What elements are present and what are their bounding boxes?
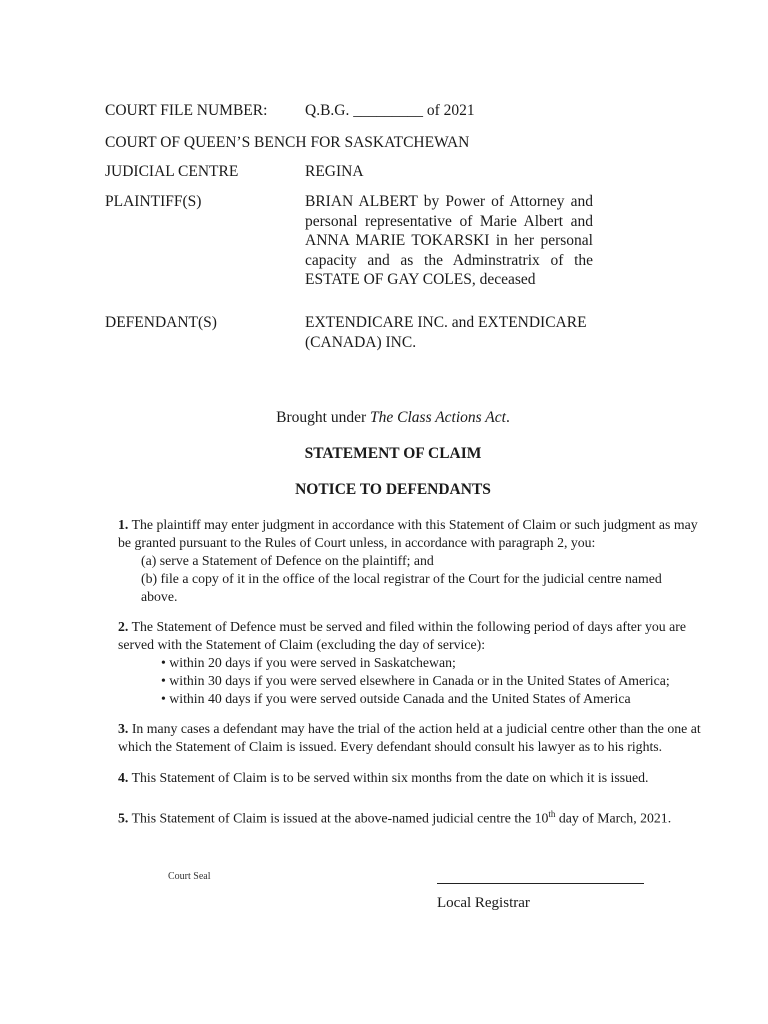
brought-under-prefix: Brought under <box>276 409 371 426</box>
paragraph-1-item-b: (b) file a copy of it in the office of the local registrar of the Court for the judicial centre named above. <box>141 571 662 604</box>
paragraph-2 <box>118 618 698 708</box>
paragraph-number: 5. <box>118 810 129 826</box>
paragraph-number: 1. <box>118 517 129 532</box>
paragraph-1-main <box>118 516 698 552</box>
signature-line <box>437 883 644 884</box>
plaintiffs-label: PLAINTIFF(S) <box>105 193 202 210</box>
paragraph-text-end: day of March, 2021. <box>555 810 672 826</box>
paragraph-2-bullet-3: • within 40 days if you were served outside Canada and the United States of America <box>161 691 631 706</box>
paragraph-number: 3. <box>118 721 129 736</box>
court-name: COURT OF QUEEN’S BENCH FOR SASKATCHEWAN <box>105 134 470 151</box>
paragraph-text: This Statement of Claim is issued at the above-named judicial centre the 10 <box>131 810 549 826</box>
paragraph-text: In many cases a defendant may have the trial of the action held at a judicial centre other than the one at which the Statement of Claim is issued. Every defendant should consult his lawyer as to his rights. <box>118 721 701 754</box>
paragraph-2-bullet-2: • within 30 days if you were served elsewhere in Canada or in the United States of America; <box>161 673 670 688</box>
court-file-number-label: COURT FILE NUMBER: <box>105 102 268 119</box>
paragraph-2-main <box>118 618 698 654</box>
paragraph-1-item-a: (a) serve a Statement of Defence on the plaintiff; and <box>141 553 434 568</box>
defendants-value: EXTENDICARE INC. and EXTENDICARE (CANADA) INC. <box>305 314 587 351</box>
notice-heading: NOTICE TO DEFENDANTS <box>295 481 491 498</box>
paragraph-text: This Statement of Claim is to be served within six months from the date on which it is issued. <box>131 770 649 785</box>
paragraph-text: The plaintiff may enter judgment in accordance with this Statement of Claim or such judgment as may be granted pursuant to the Rules of Court unless, in accordance with paragraph 2, you: <box>118 517 698 550</box>
paragraph-3 <box>118 720 718 756</box>
paragraph-number: 2. <box>118 619 129 634</box>
defendants-label: DEFENDANT(S) <box>105 314 217 331</box>
brought-under-suffix: . <box>505 409 510 426</box>
local-registrar-label: Local Registrar <box>437 895 530 911</box>
paragraph-4 <box>118 769 718 787</box>
ordinal-suffix: th <box>548 809 556 819</box>
court-seal-label: Court Seal <box>168 871 211 882</box>
judicial-centre-label: JUDICIAL CENTRE <box>105 163 239 180</box>
brought-under-line <box>0 408 768 428</box>
plaintiffs-value: BRIAN ALBERT by Power of Attorney and personal representative of Marie Albert and ANNA MARIE TOKARSKI in her personal capacity and as the Adminstratrix of the ESTATE OF GAY COLES, deceased <box>305 193 593 288</box>
paragraph-number: 4. <box>118 770 129 785</box>
document-title: STATEMENT OF CLAIM <box>304 445 482 462</box>
paragraph-5 <box>118 805 718 828</box>
judicial-centre-value: REGINA <box>305 163 364 180</box>
court-file-number-value: Q.B.G. _________ of 2021 <box>305 102 475 119</box>
paragraph-2-bullet-1: • within 20 days if you were served in Saskatchewan; <box>161 655 456 670</box>
paragraph-1 <box>118 516 698 606</box>
paragraph-text: The Statement of Defence must be served and filed within the following period of days after you are served with the Statement of Claim (excluding the day of service): <box>118 619 686 652</box>
class-actions-act-title: The Class Actions Act <box>370 409 506 426</box>
